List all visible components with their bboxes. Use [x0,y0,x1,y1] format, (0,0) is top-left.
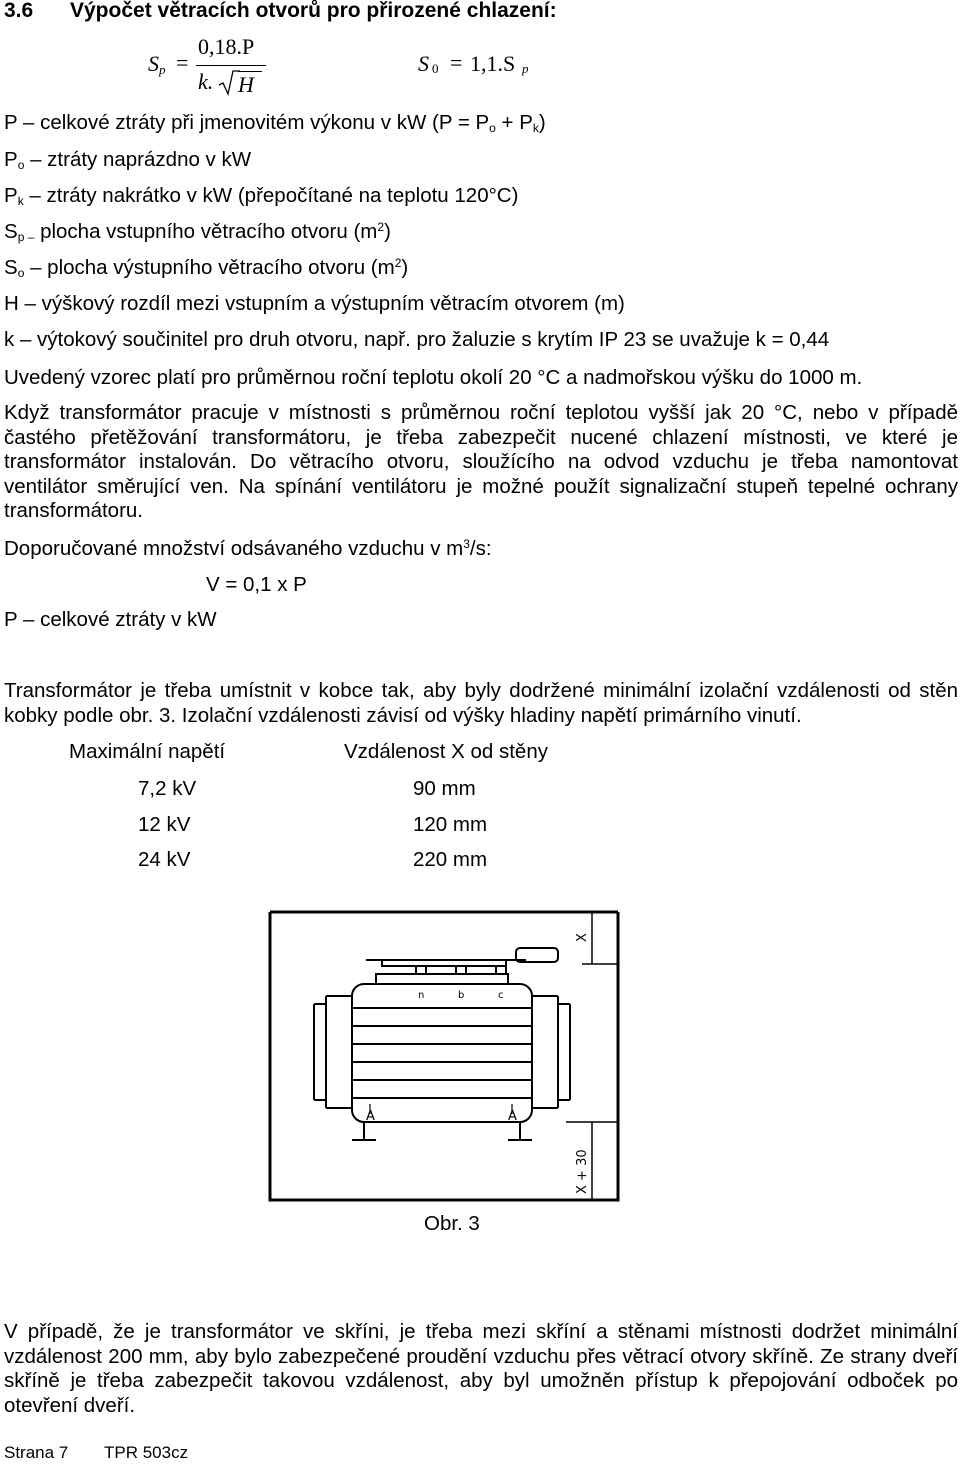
paragraph-cabinet: V případě, že je transformátor ve skříni, je třeba mezi skříní a stěnami místnosti dodržet minimální vzdálenost 200 mm, aby bylo zabezpečené proudění vzduchu přes větrací otvory skříně. Ze strany dveří skříně je třeba zabezpečit takovou vzdálenost, aby byl umožněn přístup k přepojování odboček po otevření dveří. [4,1320,958,1417]
table-cell-distance: 220 mm [413,848,488,871]
table-cell-distance: 120 mm [413,813,488,836]
table-cell-voltage: 7,2 kV [138,777,197,800]
label-n: n [418,990,425,1001]
definition-p: P – celkové ztráty při jmenovitém výkonu v kW $(P = P_o + P_k)$ [4,111,546,135]
label-x-bottom: X + 30 [575,1149,590,1194]
definition-so: $S_o$ – plocha výstupního větracího otvoru $(m^2)$ [4,256,409,280]
label-a-left: A [366,1109,375,1124]
table-header-distance: Vzdálenost X od stěny [344,740,548,763]
section-title: Výpočet větracích otvorů pro přirozené chlazení: [70,0,557,22]
footer-document-code: TPR 503cz [104,1443,189,1462]
paragraph-cell-placement: Transformátor je třeba umístnit v kobce tak, aby byly dodržené minimální izolační vzdálenosti od stěn kobky podle obr. 3. Izolační vzdálenosti závisí od výšky hladiny napětí primárního vinutí. [4,679,958,727]
label-a-right: A [508,1109,517,1124]
transformer-cell-figure [266,908,626,1204]
definition-po: $P_o$ – ztráty naprázdno v kW [4,148,252,172]
section-number: 3.6 [4,0,34,22]
formula-v: V = 0,1 x P [206,573,307,596]
label-c: c [498,990,504,1001]
p-definition: P – celkové ztráty v kW [4,608,217,631]
table-cell-voltage: 12 kV [138,813,191,836]
recommended-air-heading: Doporučované množství odsávaného vzduchu v $m^3/s$: [4,537,492,560]
footer-page-number: Strana 7 [4,1443,69,1462]
definition-pk: $P_k$ – ztráty nakrátko v kW (přepočítané na teplotu 120°C) [4,184,519,208]
definition-sp: $S_{p -}$ plocha vstupního větracího otvoru $(m^2)$ [4,220,391,244]
formula-s0: S 0 = 1,1.S p [418,50,529,76]
label-b: b [458,990,465,1001]
definition-k: k – výtokový součinitel pro druh otvoru, např. pro žaluzie s krytím IP 23 se uvažuje k = 0,44 [4,328,830,351]
figure-caption: Obr. 3 [424,1212,480,1235]
table-cell-distance: 90 mm [413,777,476,800]
paragraph-forced-cooling: Když transformátor pracuje v místnosti s průměrnou roční teplotou vyšší jak 20 °C, nebo v případě častého přetěžování transformátoru, je třeba zabezpečit nucené chlazení místnosti, ve které je transformátor instalován. Do větracího otvoru, sloužícího na odvod vzduchu je třeba namontovat ventilátor směrující ven. Na spínání ventilátoru je možné použít signalizační stupeň tepelné ochrany transformátoru. [4,401,958,522]
formula-sp: $S_p$ = 0,18.P k. H [148,34,268,100]
definition-h: H – výškový rozdíl mezi vstupním a výstupním větracím otvorem (m) [4,292,625,315]
validity-note: Uvedený vzorec platí pro průměrnou roční teplotu okolí 20 °C a nadmořskou výšku do 1000 m. [4,366,863,389]
label-x-top: X [575,933,590,942]
table-header-voltage: Maximální napětí [69,740,226,763]
table-cell-voltage: 24 kV [138,848,191,871]
